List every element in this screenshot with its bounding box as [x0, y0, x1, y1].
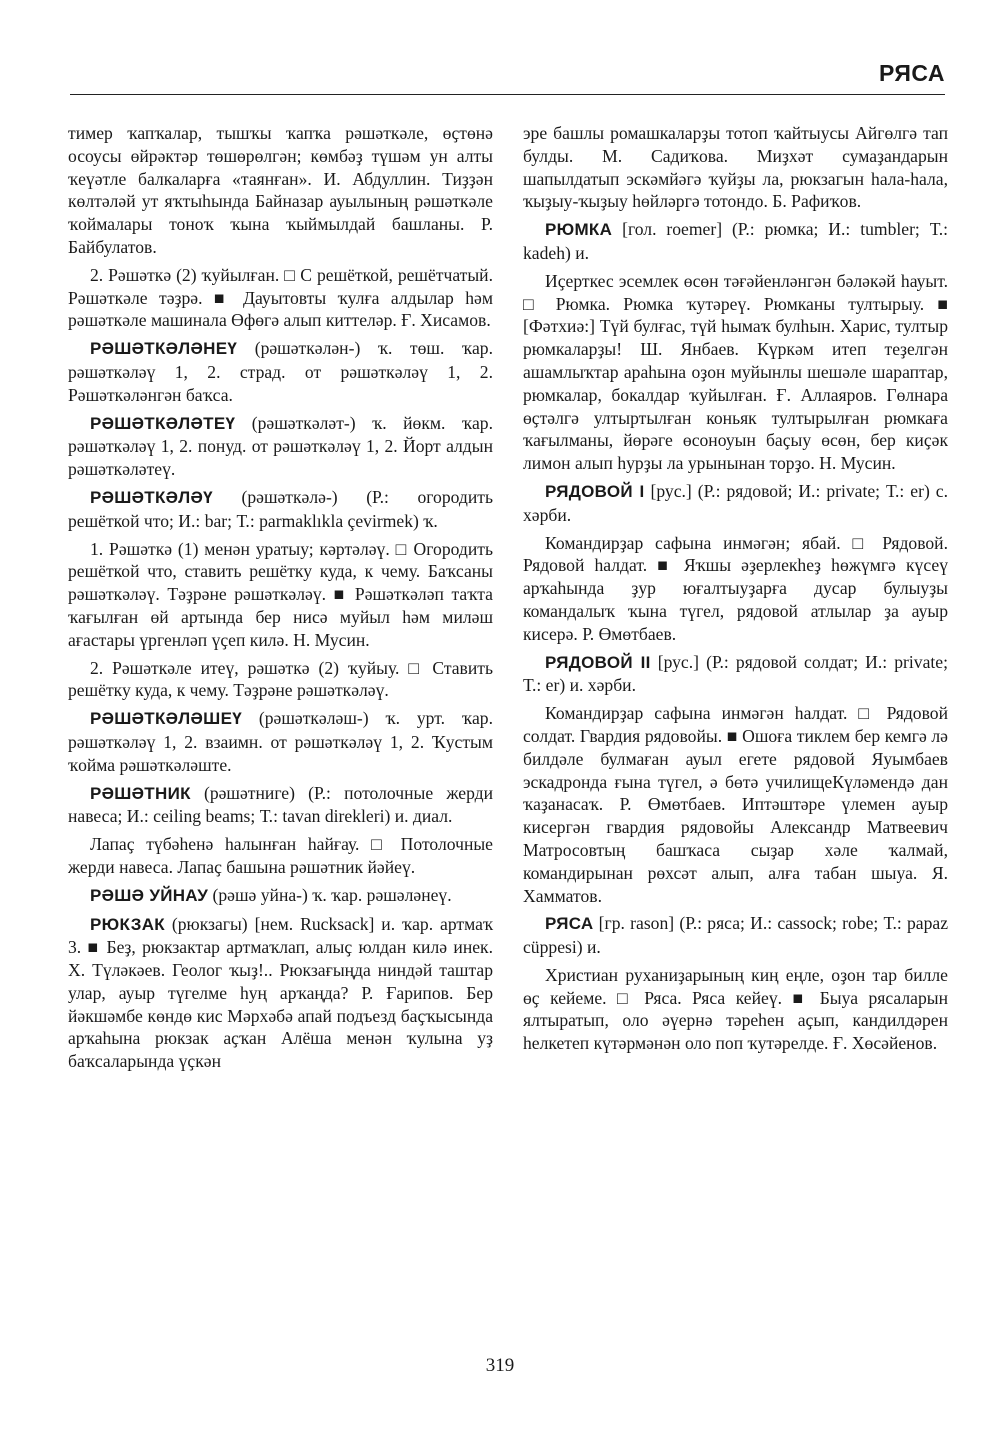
right-column: [523, 122, 948, 1060]
left-column: [68, 122, 493, 1078]
entry-text: [рус.] (Р.: рядовой; И.: private; Т.: er) с. хәрби.: [523, 480, 948, 525]
entry-text: Иҫерткес эсемлек өсөн тәғәйенләнгән бәләкәй һауыт. □ Рюмка. Рюмка ҡутәреү. Рюмканы тултырыу. ■ [Фәтхиә:] Түй булғас, түй һымаҡ булһын. Харис, тултыр рюмкаларҙы! Ш. Янбаев. Күркәм итеп теҙелгән ашамлыҡтар араһына оҙон муйынлы шешәле шараптар, рюмкалар, бокалдар ҡуйылған. Ғ. Аллаяров. Гөлнара өҫтәлгә ултыртылған коньяк тултырылған рюмкаға ҡағылманы, йөрәге өсоноуын баҫыу өсөн, бер киҫәк лимон алып һурҙы ла урынынан торҙо. Н. Мусин.: [523, 270, 948, 474]
dictionary-entry: [68, 707, 493, 776]
running-header: [70, 58, 945, 95]
entry-text: Командирҙар сафына инмәгән һалдат. □ Рядовой солдат. Гвардия рядовойы. ■ Ошоға тиклем бер кемгә лә билдәле булмаған ауыл егете рядовой Яуымбаев эскадронда ғына түгел, ә бөтә училищеКүләмендә дан ҡаҙанасаҡ. Р. Өмөтбаев. Иптәштәре үлемен ауыр кисергән гвардия рядовойы Александр Матвеевич Матросовтың башҡаса сыҙар хәле ҡалмай, командирынан рөхсәт алып, алға табан шыуа. Я. Хамматов.: [523, 703, 948, 906]
entry-paragraph: [523, 270, 948, 475]
headword: РЮМКА: [545, 220, 613, 240]
entry-text: 2. Рәшәткәле итеү, рәшәткә (2) ҡуйыу. □ Ставить решётку куда, к чему. Тәҙрәне рәшәткәләү.: [68, 657, 493, 701]
entry-text: 2. Рәшәткә (2) ҡуйылған. □ С решёткой, решётчатый. Рәшәткәле тәҙрә. ■ Дауытовты ҡулға алдылар һәм рәшәткәле машинала Өфөгә алып киттеләр. Ғ. Хисамов.: [68, 264, 493, 331]
entry-text: [гол. roemer] (Р.: рюмка; И.: tumbler; Т.: kadeh) и.: [523, 219, 948, 263]
entry-text: (рәшәтниге) (Р.: потолочные жерди навеса; И.: ceiling beams; Т.: tavan direkleri) и. диал.: [68, 782, 493, 827]
entry-text: [гр. rason] (Р.: ряса; И.: cassock; robe; Т.: papaz cüppesi) и.: [523, 913, 948, 958]
dictionary-entry: [68, 913, 493, 1074]
headword: РЯДОВОЙ I: [545, 481, 645, 501]
entry-paragraph: [68, 657, 493, 703]
headword: РӘШӘ УЙНАУ: [90, 885, 209, 905]
entry-paragraph: [523, 964, 948, 1055]
headword: РЯДОВОЙ II: [545, 652, 651, 672]
entry-text: Лапаҫ түбәһенә һалынған һайғау. □ Потолочные жерди навеса. Лапаҫ башына рәшәтник йәйеү.: [68, 834, 493, 877]
entry-paragraph: [523, 532, 948, 646]
entry-text: [рус.] (Р.: рядовой солдат; И.: private; Т.: er) и. хәрби.: [523, 651, 948, 696]
dictionary-entry: [523, 651, 948, 698]
entry-paragraph: [523, 122, 948, 213]
dictionary-entry: [68, 412, 493, 481]
headword: РЮКЗАК: [90, 914, 165, 934]
header-title: РЯСА: [879, 60, 945, 86]
dictionary-entry: [68, 884, 493, 908]
headword: РӘШӘТКӘЛӘҮ: [90, 487, 213, 507]
entry-text: эре башлы ромашкаларҙы тотоп ҡайтыусы Айгөлгә тап булды. М. Садиҡова. Миҙхәт сумаҙандарын шапылдатып эскәмйәгә ҡуйҙы ла, рюкзагын һала-һала, ҡыҙыу-ҡыҙыу һөйләргә тотондо. Б. Рафиҡов.: [523, 123, 948, 212]
headword: РЯСА: [545, 914, 594, 934]
entry-paragraph: [68, 264, 493, 332]
entry-paragraph: [68, 538, 493, 652]
entry-text: Христиан руханиҙарының киң еңле, оҙон тар билле өҫ кейеме. □ Ряса. Ряса кейеү. ■ Быуа рясаларын ялтыратып, оло әүернә тәреһен аҫып, кандилдәрен һелкетеп күтәрмәнән оло поп ҡутәрелде. Ғ. Хөсәйенов.: [523, 964, 948, 1054]
headword: РӘШӘТНИК: [90, 783, 191, 803]
dictionary-entry: [523, 218, 948, 265]
dictionary-entry: [68, 486, 493, 533]
dictionary-entry: [68, 782, 493, 829]
entry-text: (рәшәткәлә-) (Р.: огородить решёткой что; И.: bar; Т.: parmaklıkla çevirmek) ҡ.: [68, 486, 493, 531]
entry-paragraph: [68, 122, 493, 259]
entry-text: Командирҙар сафына инмәгән; ябай. □ Рядовой. Рядовой һалдат. ■ Яҡшы әҙерлекһеҙ һөжүмгә күсеү арҡаһында ҙур юғалтыуҙарға дусар булыуҙы командалыҡ ҡына түгел, рядовой атлылар ҙа ауыр кисерә. Р. Өмөтбаев.: [523, 532, 948, 644]
entry-text: (рюкзагы) [нем. Rucksack] и. ҡар. артмаҡ 3. ■ Беҙ, рюкзактар артмаҡлап, алыҫ юлдан килә инек. Х. Түләкәев. Геолог ҡыҙ!.. Рюкзағыңда ниндәй таштар улар, ауыр түгелме һуң арҡаңда? Р. Ғарипов. Бер йәкшәмбе көндө кис Мәрхәбә апай подъезд баҫҡысында арҡаһына рюкзак аҫҡан Алёша менән ҡулына уҙ баҡсаларында үҫкән: [68, 913, 493, 1072]
dictionary-entry: [523, 480, 948, 527]
dictionary-entry: [523, 912, 948, 959]
entry-text: (рәшәткәлән-) ҡ. төш. ҡар. рәшәткәләү 1, 2. страд. от рәшәткәләү 1, 2. Рәшәткәләнгән баҡса.: [68, 338, 493, 405]
entry-text: тимер ҡапҡалар, тышҡы ҡапҡа рәшәткәле, өҫтөнә осоусы өйрәктәр төшөрөлгән; көмбәҙ түшәм ун алты ҡеүәтле балкаларға «таянған». И. Абдуллин. Тиҙҙән көлтәләй ут яҡтыһында Байназар ауылының рәшәткәле ҡоймалары тоноҡ ҡына ҡыймылдай башланы. Р. Байбулатов.: [68, 123, 493, 257]
page-number: 319: [485, 1355, 515, 1376]
headword: РӘШӘТКӘЛӘТЕҮ: [90, 413, 236, 433]
entry-text: (рәшәткәләт-) ҡ. йөкм. ҡар. рәшәткәләү 1, 2. понуд. от рәшәткәләү 1, 2. Йорт алдын рәшәткәләтеү.: [68, 412, 493, 480]
entry-text: 1. Рәшәткә (1) менән уратыу; кәртәләү. □ Огородить решёткой что, ставить решётку куда, к чему. Баҡсаны рәшәткәләү. Тәҙрәне рәшәткәләү. ■ Рәшәткәләп таҡта ҡағылған өй артында бер нисә муйыл һәм миләш ағастары үргенләп үҫеп килә. Н. Мусин.: [68, 538, 493, 650]
entry-paragraph: [523, 702, 948, 907]
headword: РӘШӘТКӘЛӘНЕҮ: [90, 339, 238, 359]
entry-text: (рәшәткәләш-) ҡ. урт. ҡар. рәшәткәләү 1, 2. взаимн. от рәшәткәләү 1, 2. Ҡустым ҡойма рәшәткәләште.: [68, 708, 493, 775]
headword: РӘШӘТКӘЛӘШЕҮ: [90, 709, 242, 729]
entry-paragraph: [68, 833, 493, 879]
entry-text: (рәшә уйна-) ҡ. ҡар. рәшәләнеү.: [208, 884, 452, 905]
dictionary-entry: [68, 337, 493, 406]
